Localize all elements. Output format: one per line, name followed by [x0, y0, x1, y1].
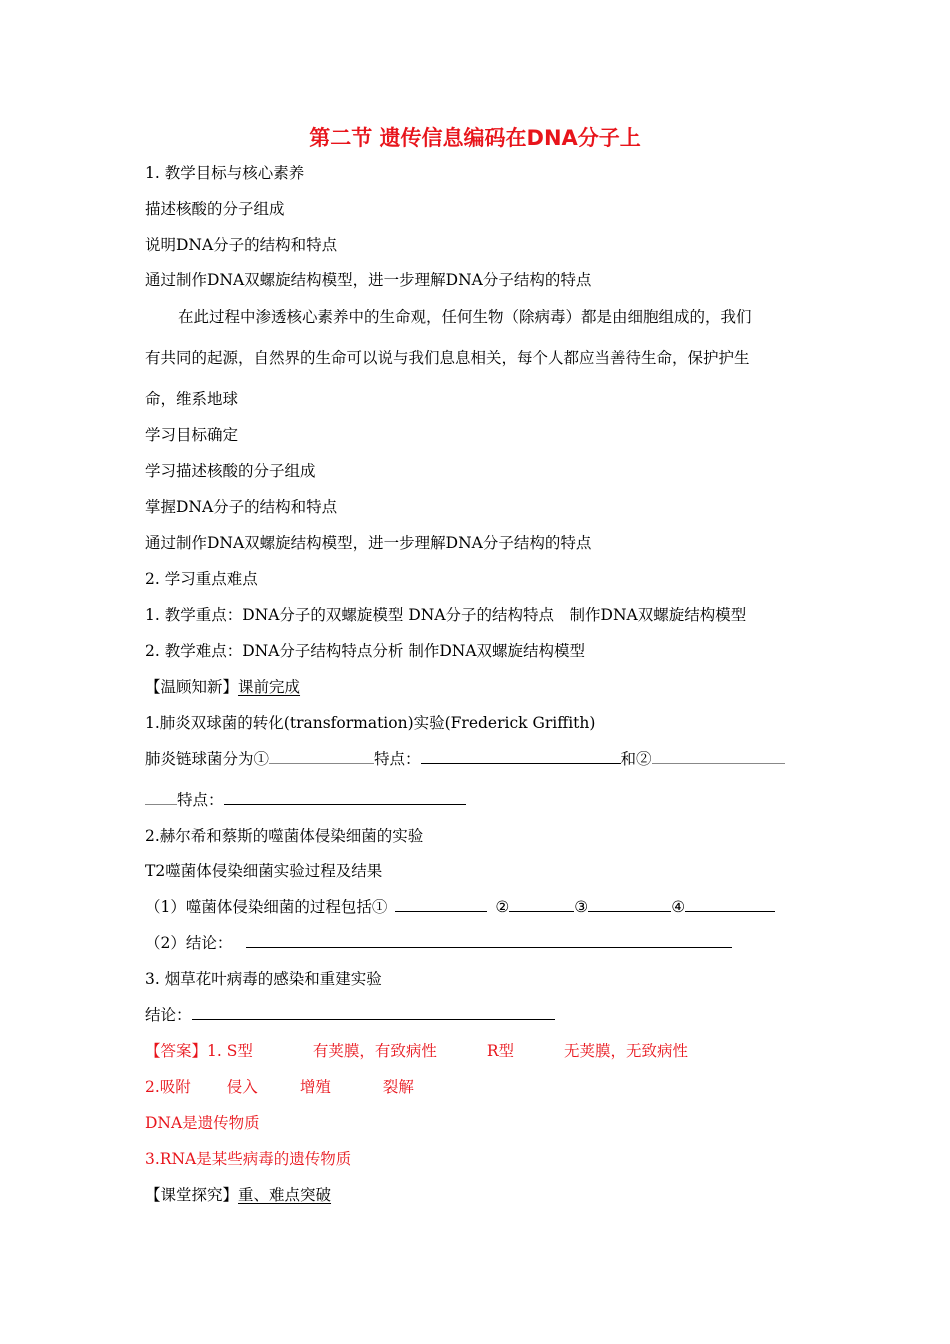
section-heading-objectives: 1. 教学目标与核心素养	[145, 164, 305, 182]
fill-label: 结论：	[145, 1006, 192, 1024]
classroom-label: 【课堂探究】	[145, 1186, 239, 1204]
answer-text: 增殖	[299, 1078, 331, 1096]
paragraph-line: 在此过程中渗透核心素养中的生命观，任何生物（除病毒）都是由细胞组成的，我们	[178, 308, 752, 326]
answer-text: R型	[486, 1042, 515, 1060]
fill-label: （1）噬菌体侵染细菌的过程包括①	[145, 898, 388, 916]
answer-text: 有荚膜，有致病性	[312, 1042, 437, 1060]
answer-blank[interactable]	[509, 897, 574, 912]
answer-blank[interactable]	[652, 749, 785, 764]
fill-label: 特点：	[177, 791, 224, 809]
answer-line-1	[145, 1040, 688, 1062]
answer-text: 无荚膜，无致病性	[564, 1042, 689, 1060]
text-line: T2噬菌体侵染细菌实验过程及结果	[145, 862, 383, 880]
classroom-note: 重、难点突破	[238, 1186, 332, 1204]
answer-text: 2.吸附	[145, 1078, 191, 1096]
question-1: 1.肺炎双球菌的转化(transformation)实验(Frederick Griffith)	[145, 714, 596, 732]
question-2: 2.赫尔希和蔡斯的噬菌体侵染细菌的实验	[145, 827, 424, 845]
answer-text: 裂解	[382, 1078, 414, 1096]
question-1-fill	[145, 748, 785, 770]
answer-text: 【答案】1. S型	[145, 1042, 253, 1060]
text-line: 描述核酸的分子组成	[145, 200, 285, 218]
review-heading	[145, 676, 300, 698]
fill-label: ②	[495, 898, 510, 916]
fill-label: ④	[671, 898, 686, 916]
fill-label: （2）结论：	[145, 934, 233, 952]
text-line: 掌握DNA分子的结构和特点	[145, 498, 338, 516]
text-line: 学习描述核酸的分子组成	[145, 462, 316, 480]
answer-line-4: 3.RNA是某些病毒的遗传物质	[145, 1150, 352, 1168]
answer-line-3: DNA是遗传物质	[145, 1114, 260, 1132]
question-1-fill-cont	[145, 789, 466, 811]
text-line: 1. 教学重点：DNA分子的双螺旋模型 DNA分子的结构特点 制作DNA双螺旋结构模型	[145, 606, 747, 624]
question-2-process	[145, 896, 775, 918]
page-title: 第二节 遗传信息编码在DNA分子上	[309, 126, 641, 150]
fill-label: 特点：	[374, 750, 421, 768]
answer-blank[interactable]	[192, 1005, 555, 1020]
answer-blank[interactable]	[421, 749, 621, 764]
section-heading-key-points: 2. 学习重点难点	[145, 570, 258, 588]
text-line: 学习目标确定	[145, 426, 239, 444]
review-note: 课前完成	[238, 678, 301, 696]
fill-label: 和②	[620, 750, 652, 768]
answer-blank[interactable]	[246, 933, 732, 948]
paragraph-line: 命，维系地球	[145, 390, 239, 408]
answer-blank[interactable]	[588, 897, 671, 912]
text-line: 通过制作DNA双螺旋结构模型，进一步理解DNA分子结构的特点	[145, 534, 592, 552]
answer-text: 侵入	[226, 1078, 258, 1096]
text-line: 说明DNA分子的结构和特点	[145, 236, 338, 254]
answer-line-2	[145, 1076, 414, 1098]
answer-blank[interactable]	[224, 790, 466, 805]
fill-label: 肺炎链球菌分为①	[145, 750, 270, 768]
answer-blank[interactable]	[145, 790, 177, 805]
text-line: 通过制作DNA双螺旋结构模型，进一步理解DNA分子结构的特点	[145, 271, 592, 289]
review-label: 【温顾知新】	[145, 678, 239, 696]
answer-blank[interactable]	[685, 897, 775, 912]
text-line: 2. 教学难点：DNA分子结构特点分析 制作DNA双螺旋结构模型	[145, 642, 586, 660]
answer-blank[interactable]	[395, 897, 487, 912]
answer-blank[interactable]	[269, 749, 374, 764]
question-2-conclusion	[145, 932, 732, 954]
fill-label: ③	[574, 898, 589, 916]
question-3: 3. 烟草花叶病毒的感染和重建实验	[145, 970, 382, 988]
question-3-conclusion	[145, 1004, 555, 1026]
paragraph-line: 有共同的起源，自然界的生命可以说与我们息息相关，每个人都应当善待生命，保护护生	[145, 349, 750, 367]
classroom-heading	[145, 1184, 331, 1206]
